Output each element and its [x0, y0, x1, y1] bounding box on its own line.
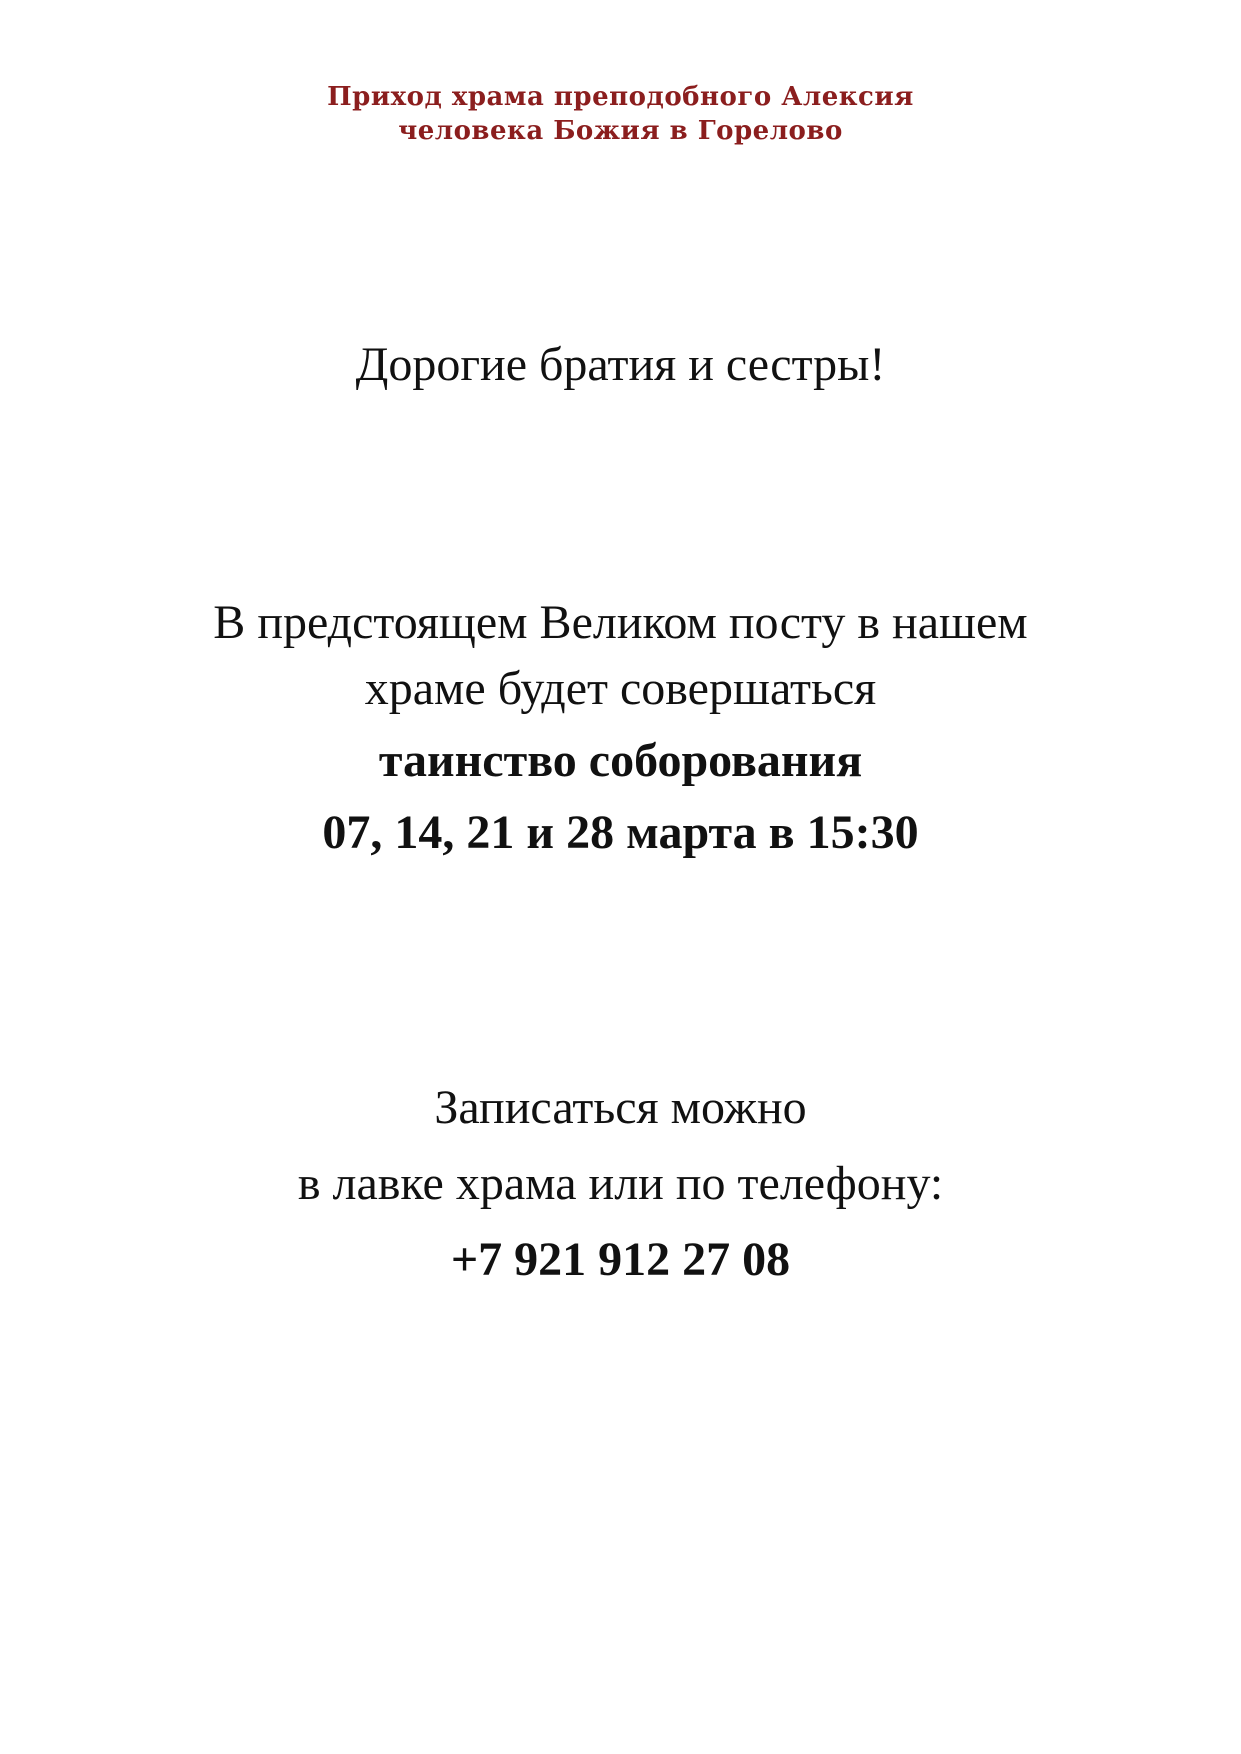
parish-header	[0, 80, 1241, 148]
parish-name-line-2: человека Божия в Горелово	[398, 116, 843, 146]
announcement-line-2: храме будет совершаться	[364, 662, 877, 715]
phone-number: +7 921 912 27 08	[450, 1233, 791, 1286]
signup-info	[0, 1070, 1241, 1298]
signup-line-1: Записаться можно	[434, 1081, 807, 1134]
sacrament-dates: 07, 14, 21 и 28 марта в 15:30	[322, 806, 919, 859]
sacrament-title: таинство соборования	[378, 734, 863, 787]
parish-name-line-1: Приход храма преподобного Алексия	[327, 82, 914, 112]
signup-line-2: в лавке храма или по телефону:	[297, 1157, 944, 1210]
announcement	[0, 590, 1241, 866]
announcement-line-1: В предстоящем Великом посту в нашем	[213, 596, 1028, 649]
greeting: Дорогие братия и сестры!	[355, 338, 886, 391]
